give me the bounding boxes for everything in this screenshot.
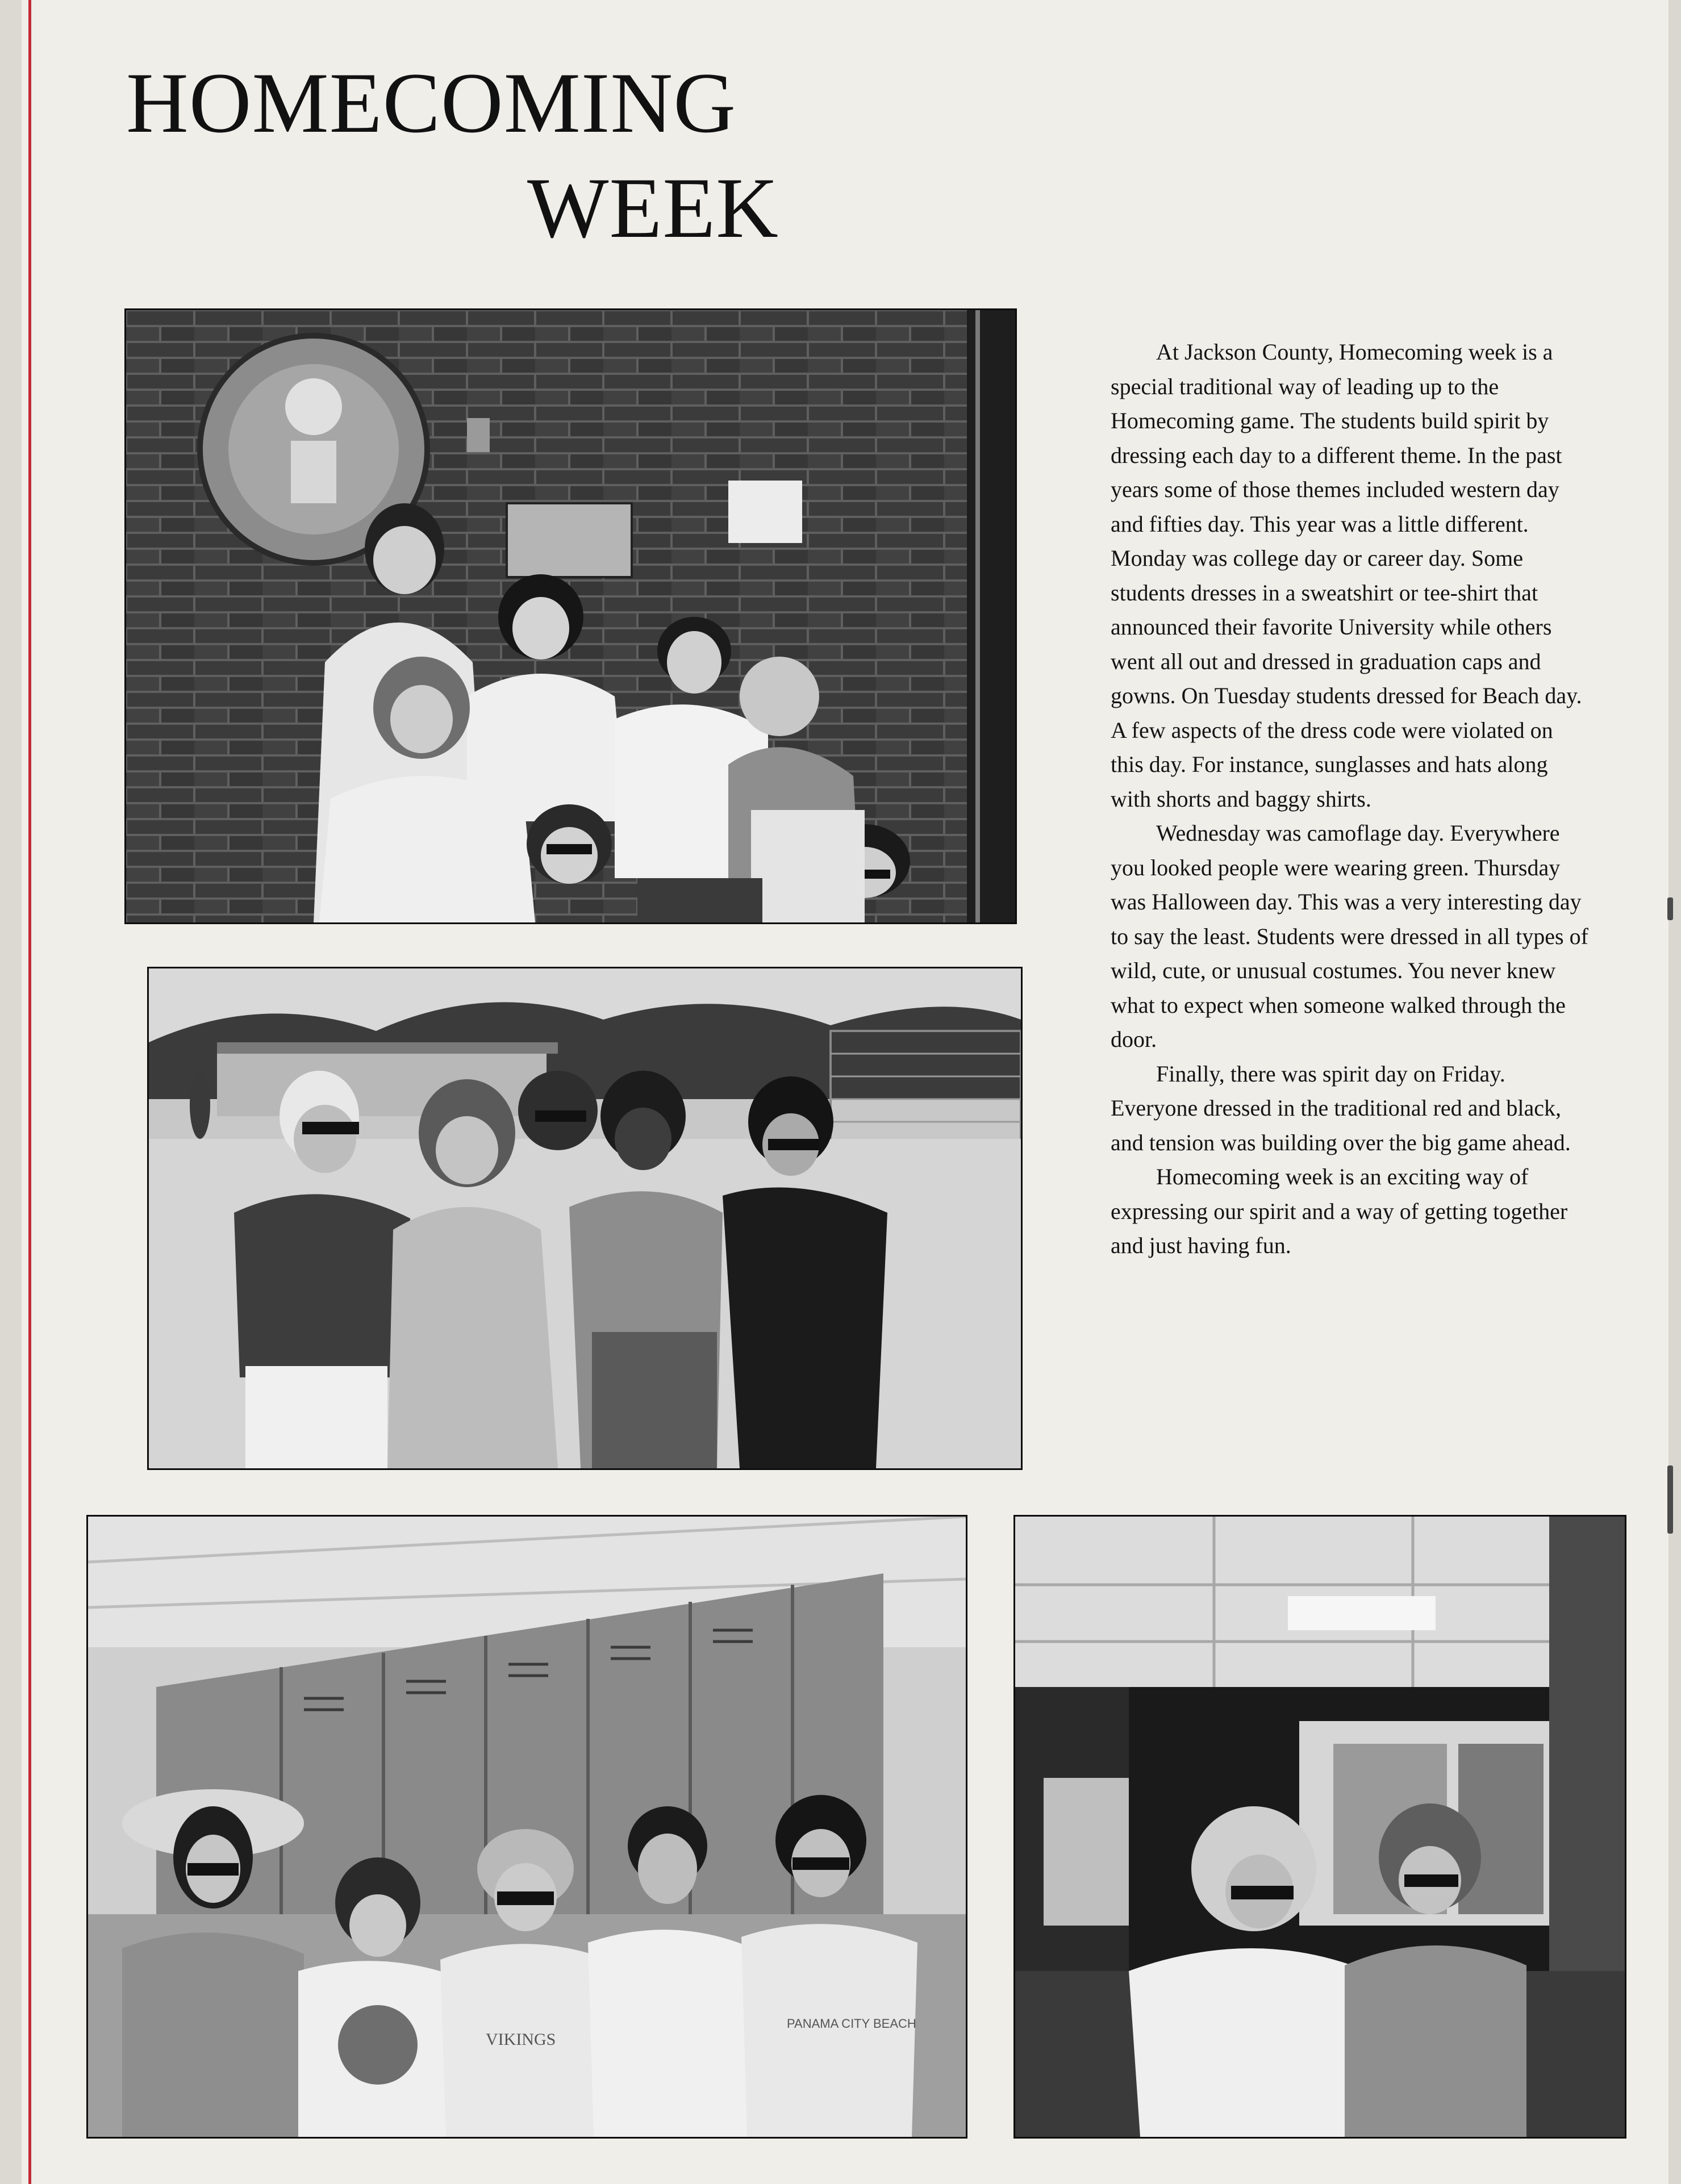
punch-mark: [1667, 1465, 1673, 1534]
article-paragraph: Homecoming week is an exciting way of expressing our spirit and a way of getting together and just having fun.: [1111, 1164, 1568, 1258]
punch-mark: [1667, 897, 1673, 920]
article-body: [1111, 335, 1591, 1263]
vikings-shirt-text: VIKINGS: [486, 2030, 556, 2049]
beach-shirt-text: PANAMA CITY BEACH: [787, 2016, 916, 2031]
photo-outdoor-group: [149, 968, 1021, 1468]
article-paragraph: Finally, there was spirit day on Friday. Everyone dressed in the traditional red and black, and tension was building over the big game ahead.: [1111, 1060, 1571, 1155]
photo-hallway-pair: [1015, 1517, 1625, 2137]
page-title-line2: WEEK: [527, 160, 779, 256]
binding-line: [28, 0, 31, 2184]
article-paragraph: At Jackson County, Homecoming week is a special traditional way of leading up to the Homecoming game. The students build spirit by dressing each day to a different theme. In the past years some of those themes included western day and fifties day. This year was a little different. Monday was college day or career day. Some students dresses in a sweatshirt or tee-shirt that announced their favorite University while others went all out and dressed in graduation caps and gowns. On Tuesday students dressed for Beach day. A few aspects of the dress code were violated on this day. For instance, sunglasses and hats along with shorts and baggy shirts.: [1111, 339, 1582, 812]
page-edge: [0, 0, 22, 2184]
page-right-edge: [1669, 0, 1681, 2184]
photo-brick-wall-group: [126, 310, 1015, 922]
page-title-line1: HOMECOMING: [126, 55, 736, 151]
article-paragraph: Wednesday was camoflage day. Everywhere you looked people were wearing green. Thursday was Halloween day. This was a very interesting day to say the least. Students were dressed in all types of wild, cute, or unusual costumes. You never knew what to expect when someone walked through the door.: [1111, 820, 1588, 1052]
photo-locker-group: [88, 1517, 966, 2137]
